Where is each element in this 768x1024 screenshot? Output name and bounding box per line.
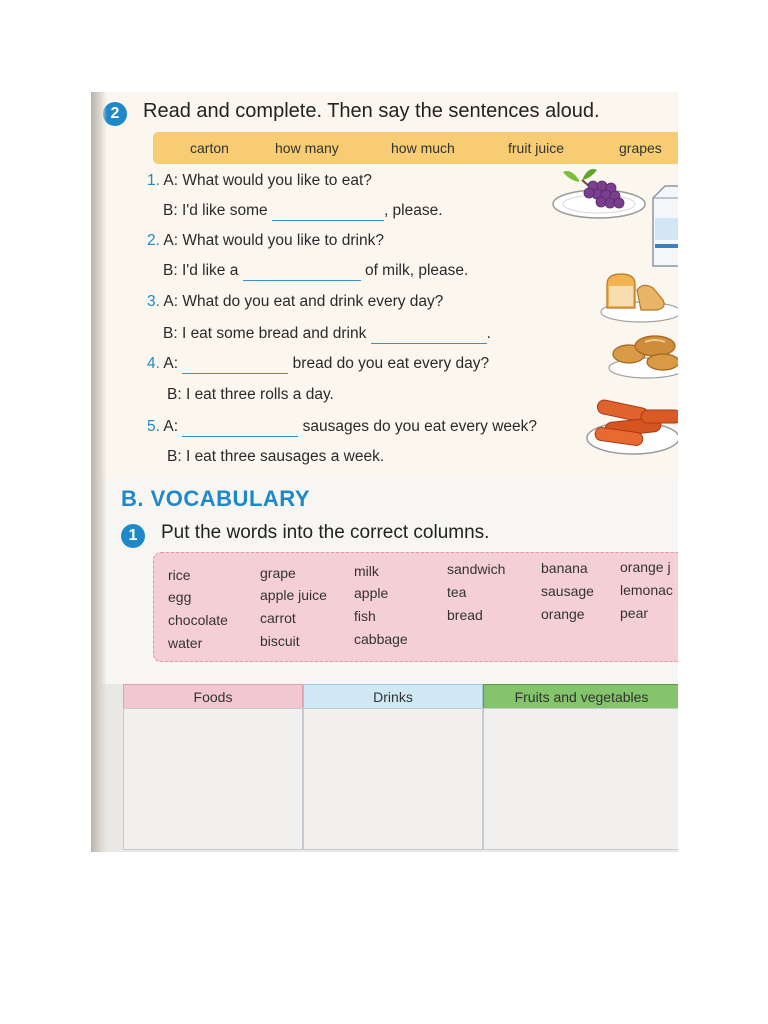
textbook-page [91,92,678,852]
dialogue-line-a: 3. A: What do you eat and drink every day? [147,293,444,310]
vocab-word: cabbage [354,631,408,647]
vocab-word: grape [260,565,296,581]
dialogue-line-a: 5. A: sausages do you eat every week? [147,418,538,435]
column-header-drinks: Drinks [303,684,483,710]
exercise-instruction: Read and complete. Then say the sentences aloud. [143,100,600,122]
dialogue-line-b: B: I'd like a of milk, please. [163,262,469,279]
vocab-word: chocolate [168,612,228,628]
answer-blank[interactable] [182,355,288,374]
page-binding-shadow [91,92,107,852]
dialogue-line-b: B: I eat some bread and drink . [163,325,491,342]
vocab-word: apple juice [260,587,327,603]
dialogue-line-a: 1. A: What would you like to eat? [147,172,372,189]
word-bank-word: carton [190,140,229,156]
word-bank-word: fruit juice [508,140,565,156]
vocab-word: water [168,635,203,651]
word-bank-word: how many [275,140,339,156]
section-title: B. VOCABULARY [121,486,311,511]
vocab-word: sausage [541,583,594,599]
word-bank-word: how much [391,140,455,156]
grapes-icon [549,160,649,222]
answer-blank[interactable] [243,262,361,281]
vocab-word: bread [447,607,483,623]
exercise-instruction: Put the words into the correct columns. [161,522,490,543]
fruits-vegetables-column-cell[interactable] [483,708,678,850]
vocab-word: lemonac [620,582,673,598]
vocab-word: pear [620,605,649,621]
column-header-foods: Foods [123,684,303,710]
vocab-word: milk [354,563,379,579]
vocab-word: fish [354,608,376,624]
dialogue-line-a: 4. A: bread do you eat every day? [147,355,490,372]
dialogue-line-b: B: I eat three rolls a day. [167,386,334,403]
vocab-word: orange [541,606,585,622]
exercise-2-section [91,92,678,478]
exercise-number-badge: 1 [121,524,145,548]
milk-carton-icon [649,182,678,268]
vocab-word: biscuit [260,633,300,649]
vocab-word: orange j [620,559,671,575]
answer-blank[interactable] [371,325,487,344]
sausages-icon [583,394,678,458]
vocabulary-section [91,478,678,852]
vocab-word: sandwich [447,561,506,577]
rolls-icon [607,330,678,380]
exercise-number-badge: 2 [103,102,127,126]
column-header-fruits-vegetables: Fruits and vegetables [483,684,678,710]
word-list-box [153,552,678,662]
answer-blank[interactable] [182,418,298,437]
answer-blank[interactable] [272,202,384,221]
bread-icon [597,272,678,324]
vocab-word: apple [354,585,389,601]
vocab-word: rice [168,567,191,583]
vocab-word: banana [541,560,588,576]
dialogue-line-a: 2. A: What would you like to drink? [147,232,384,249]
foods-column-cell[interactable] [123,708,303,850]
dialogue-line-b: B: I eat three sausages a week. [167,448,385,465]
vocab-word: carrot [260,610,296,626]
drinks-column-cell[interactable] [303,708,483,850]
word-bank-word: grapes [619,140,662,156]
sorting-table [91,684,678,852]
vocab-word: egg [168,589,192,605]
vocab-word: tea [447,584,467,600]
dialogue-line-b: B: I'd like some , please. [163,202,443,219]
